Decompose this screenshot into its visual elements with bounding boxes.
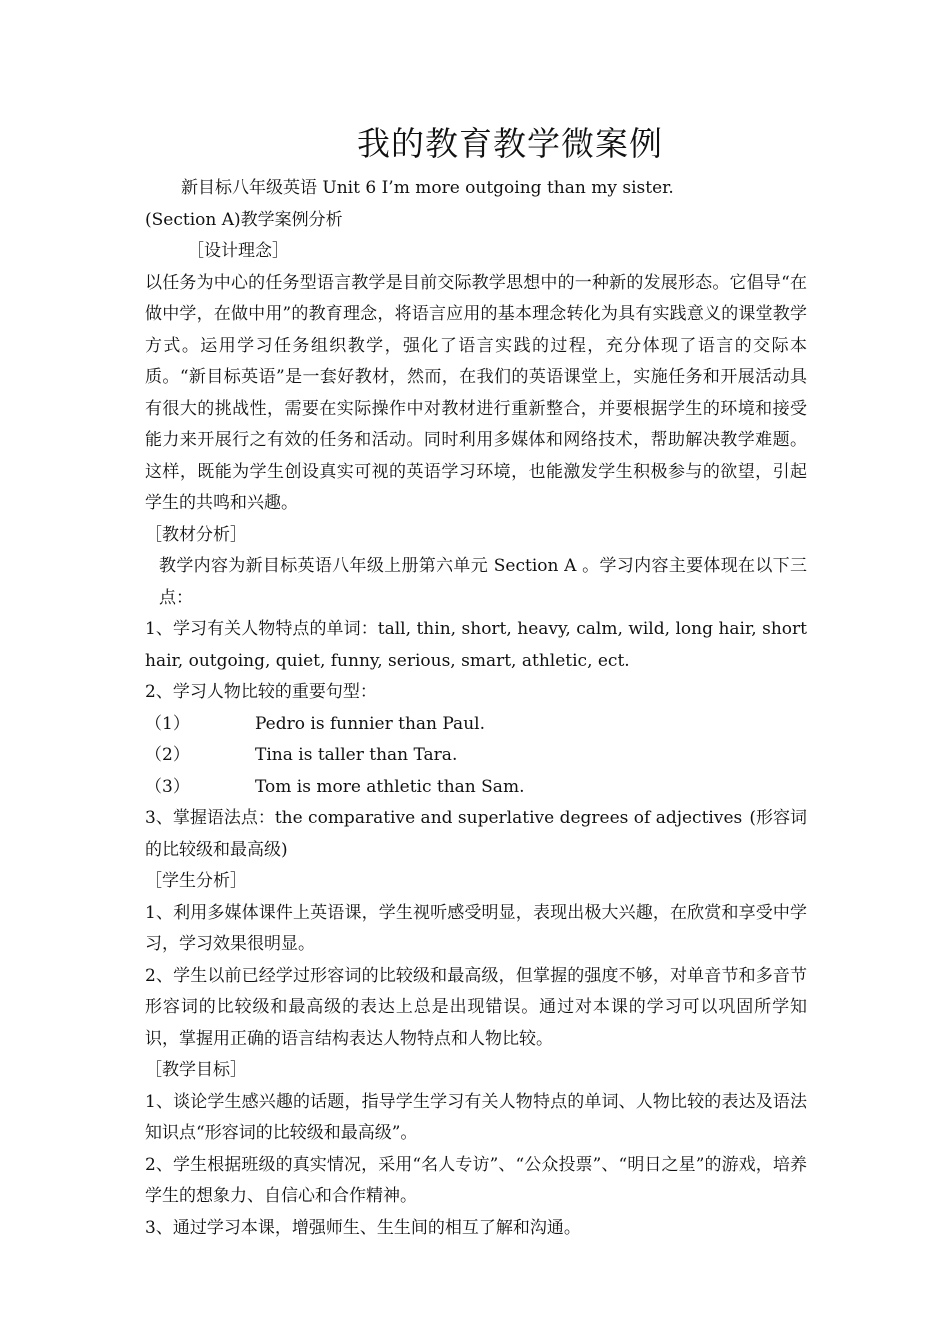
sentence-number: （2） [145, 745, 190, 765]
goals-heading: ［教学目标］ [145, 1060, 247, 1080]
material-point-2: 2、学习人物比较的重要句型： [145, 682, 377, 702]
document-body [145, 173, 807, 1244]
document-title: 我的教育教学微案例 [357, 124, 663, 163]
design-paragraph: 以任务为中心的任务型语言教学是目前交际教学思想中的一种新的发展形态。它倡导“在做中学，在做中用”的教育理念，将语言应用的基本理念转化为具有实践意义的课堂教学方式。运用学习任务组织教学，强化了语言实践的过程，充分体现了语言的交际本质。“新目标英语”是一套好教材，然而，在我们的英语课堂上，实施任务和开展活动具有很大的挑战性，需要在实际操作中对教材进行重新整合，并要根据学生的环境和接受能力来开展行之有效的任务和活动。同时利用多媒体和网络技术，帮助解决教学难题。这样，既能为学生创设真实可视的英语学习环境，也能激发学生积极参与的欲望，引起学生的共鸣和兴趣。 [145, 272, 807, 513]
grammar-point: 3、掌握语法点：the comparative and superlative degrees of adjectives [145, 808, 743, 828]
grammar-note-close: 的比较级和最高级) [145, 839, 288, 860]
goals-point-1: 1、谈论学生感兴趣的话题，指导学生学习有关人物特点的单词、人物比较的表达及语法知识点“形容词的比较级和最高级”。 [145, 1091, 807, 1143]
design-heading: ［设计理念］ [187, 241, 289, 261]
sentence-number: （3） [145, 776, 190, 797]
material-intro: 教学内容为新目标英语八年级上册第六单元 Section A 。学习内容主要体现在以下三点： [159, 556, 807, 608]
grammar-note-open: (形容词 [749, 808, 807, 828]
students-heading: ［学生分析］ [145, 871, 247, 891]
material-point-1: 1、学习有关人物特点的单词：tall, thin, short, heavy, calm, wild, long hair, short hair, outgoing, quiet, funny, serious, smart, athletic, ect. [145, 619, 807, 671]
students-point-1: 1、利用多媒体课件上英语课，学生视听感受明显，表现出极大兴趣，在欣赏和享受中学习，学习效果很明显。 [145, 902, 807, 954]
sentence-item [145, 709, 807, 741]
students-point-2: 2、学生以前已经学过形容词的比较级和最高级，但掌握的强度不够，对单音节和多音节形容词的比较级和最高级的表达上总是出现错误。通过对本课的学习可以巩固所学知识，掌握用正确的语言结构表达人物特点和人物比较。 [145, 965, 807, 1049]
subtitle-line-2: (Section A)教学案例分析 [145, 209, 343, 230]
material-heading: ［教材分析］ [145, 524, 247, 545]
material-point-3 [145, 803, 807, 835]
sentence-text: Pedro is funnier than Paul. [255, 713, 485, 734]
goals-point-2: 2、学生根据班级的真实情况，采用“名人专访”、“公众投票”、“明日之星”的游戏，培养学生的想象力、自信心和合作精神。 [145, 1154, 807, 1206]
goals-point-3: 3、通过学习本课，增强师生、生生间的相互了解和沟通。 [145, 1217, 581, 1238]
sentence-text: Tina is taller than Tara. [255, 745, 458, 765]
sentence-item [145, 740, 807, 772]
sentence-number: （1） [145, 713, 190, 734]
subtitle-line-1: 新目标八年级英语 Unit 6 I’m more outgoing than my sister. [181, 178, 674, 198]
sentence-text: Tom is more athletic than Sam. [255, 776, 525, 797]
sentence-item [145, 772, 807, 804]
